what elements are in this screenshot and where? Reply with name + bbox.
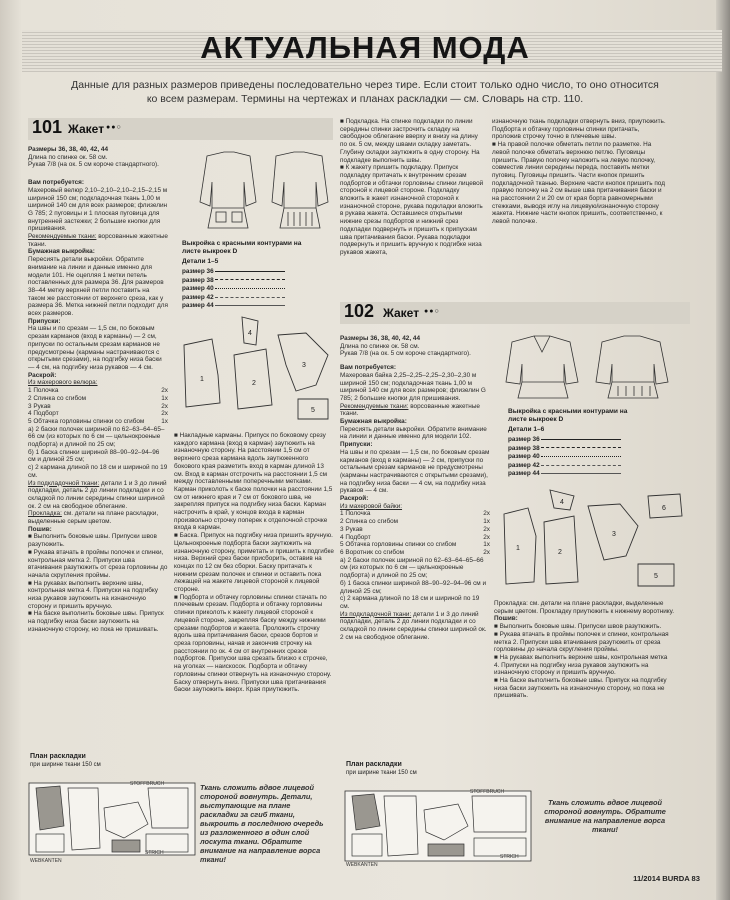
m101-jacket-sketch: [172, 142, 334, 234]
m101-need-heading: Вам потребуется:: [28, 179, 85, 187]
m102-parts-list: [340, 510, 490, 556]
m102-fold-label: STOFFBRUCH: [470, 789, 505, 795]
m101-selvage-label: WEBKANTEN: [30, 858, 62, 864]
m101-cut-heading: Раскрой:: [28, 371, 57, 379]
pockets-text: ■ Накладные карманы. Припуск по боковому срезу каждого кармана (вход в карман) заутюжить на изнаночную сторону. На расстоянии 1,5 см от верхнего среза кармана вдоль заутюженного бокового края разметить вход в карман длиной 13 см. Вход в карман отстрочить на расстоянии 1,5 см между поставленными поперечными метками. Карман приколоть к баске полочки на расстоянии 1,5 см от нижнего края и 7 см от бокового шва, не закрепляя припуск на подгибку низа баски. Карман настрочить в край, у концов входа в карман произвольно строчку поперек к отделочной строчке входа в карман.: [174, 432, 333, 532]
m101-pattern-pieces: [178, 315, 336, 425]
m101-pattern-title: Выкройка с красными контурами на листе выкроек D: [182, 240, 302, 255]
m101-fold-label: STOFFBRUCH: [130, 781, 165, 787]
mid-column: [174, 432, 334, 694]
m101-need: Махеровый велюр 2,10–2,10–2,10–2,15–2,15 м шириной 150 см; подкладочная ткань 1,00 м шириной 140 см для всех размеров; флизелин G 785; 2 пуговицы и 1 плоская пуговица для внутренней застежки; 2 большие кнопки для пришивания.: [28, 186, 168, 233]
m101-sizes: Размеры 36, 38, 40, 42, 44: [28, 146, 108, 153]
m101-pattern-heading: Бумажная выкройка:: [28, 248, 95, 256]
m102-size-legend: [508, 436, 621, 479]
m101-part: 3 Рукав 2х: [28, 402, 168, 410]
m102-fix: Прокладка: см. детали на плане раскладки, выделенные серым цветом. Прокладку приутюжить к нижнему воротнику.: [494, 600, 675, 615]
m102-need-heading: Вам потребуется:: [340, 364, 397, 372]
m101-length: Длина по спинке ок. 58 см.: [28, 153, 108, 161]
m101-cut-sub: Из махерового велюра:: [28, 379, 98, 387]
m102-cut-b: б) 1 баска спинки шириной 88–90–92–94–96 см и длиной 25 см;: [340, 579, 487, 595]
svg-text:4: 4: [560, 499, 564, 506]
m102-part: 4 Подборт 2х: [340, 533, 490, 541]
m102-lining-heading: Из подкладочной ткани:: [340, 610, 412, 618]
m101-plan-title: План раскладки при ширине ткани 150 см: [30, 753, 101, 768]
m102-sew-2: ■ Рукава втачать в проймы полочек и спинки, контрольная метка 2. Припуски шва втачивания разутюжить от среза горловины до начала скругления проймы.: [494, 630, 669, 654]
svg-text:5: 5: [311, 407, 315, 414]
m102-part: 3 Рукав 2х: [340, 525, 490, 533]
m102-jacket-sketch: [494, 330, 684, 402]
m102-rec-heading: Рекомендуемые ткани:: [340, 402, 409, 410]
size-row-36: размер 36: [508, 436, 621, 445]
m102-part: 1 Полочка 2х: [340, 510, 490, 518]
m101-layout-note: Ткань сложить вдвое лицевой стороной вовнутрь. Детали, выступающие на плане раскладки за сгиб ткани, выкроить в последнюю очередь из разложенного в один слой лоскута ткани. Обратите внимание на направление ворса ткани!: [200, 783, 324, 864]
m101-grain-label: STRICH: [145, 850, 164, 856]
facing-text: ■ Подборта и обтачку горловины спинки стачать по плечевым срезам. Подборта и обтачку горловины спинки приколоть к жакету лицевой стороной к лицевой стороне, закрепляя баску между нижними срезами подбортов и жакета. Проложить строчку вдоль шва притачивания баски, срезов бортов и среза горловины, начав и закончив строчку на расстоянии по ок. 4 см от внутренних срезов подбортов. Припуски шва срезать близко к строчке, на уголках — наискосок. Подборта и обтачку горловины спинки отвернуть на изнаночную сторону. Баску отвернуть вниз. Припуски шва притачивания баски заутюжить вверх. Края приутюжить.: [174, 593, 332, 694]
m102-part: 2 Спинка со сгибом 1х: [340, 518, 490, 526]
svg-text:3: 3: [302, 362, 306, 369]
m102-need: Махеровая байка 2,25–2,25–2,25–2,30–2,30 м шириной 150 см; подкладочная ткань 1,00 м шириной 140 см для всех размеров; флизелин G 785; 2 большие кнопки для пришивания.: [340, 371, 486, 402]
m102-part: 5 Обтачка горловины спинки со сгибом 1х: [340, 541, 490, 549]
size-row-38: размер 38: [182, 277, 285, 286]
svg-text:1: 1: [516, 545, 520, 552]
m101-part: 1 Полочка 2х: [28, 387, 168, 395]
model-101-column: [28, 146, 168, 634]
size-row-40: размер 40: [182, 285, 285, 294]
m102-part: 6 Воротник со сгибом 2х: [340, 548, 490, 556]
lining-cont: изнаночную ткань подкладки отвернуть вниз, приутюжить. Подборта и обтачку горловины спинки притачать, проложив строчку точно в плечевые швы.: [492, 118, 666, 141]
m101-cut-b: б) 1 баска спинки шириной 88–90–92–94–96 см и длиной 25 см;: [28, 448, 160, 464]
svg-text:2: 2: [558, 549, 562, 556]
m102-sizes: Размеры 36, 38, 40, 42, 44: [340, 335, 420, 342]
m101-size-legend: [182, 268, 285, 311]
m102-cut-heading: Раскрой:: [340, 495, 369, 503]
model-101-difficulty: ●●○: [106, 124, 122, 131]
m102-pattern-heading: Бумажная выкройка:: [340, 418, 407, 426]
m101-allow-heading: Припуски:: [28, 317, 61, 325]
m102-sew-3: ■ На рукавах выполнить верхние швы, контрольная метка 4. Припуски на подгибку низа рукавов заутюжить на изнаночную сторону и пришить вручную.: [494, 653, 668, 677]
size-row-42: размер 42: [182, 294, 285, 303]
size-row-40: размер 40: [508, 453, 621, 462]
m102-sleeve: Рукав 7/8 (на ок. 5 см короче стандартного).: [340, 350, 471, 358]
m101-sew-3: ■ На рукавах выполнить верхние швы, контрольная метка 4. Припуски на подгибку низа рукавов заутюжить на изнаночную сторону и пришить вручную.: [28, 579, 158, 610]
m101-pattern-parts: Детали 1–5: [182, 258, 219, 265]
m101-cut-a: а) 2 баски полочек шириной по 62–63–64–65–66 см (из которых по 6 см — цельнокроеные подборта) и длиной по 25 см;: [28, 425, 165, 449]
m102-sew-4: ■ На баске выполнить боковые швы. Припуск на подгибку низа баски заутюжить на изнаночную сторону, но пока не пришивать.: [494, 677, 667, 700]
m101-parts-list: [28, 387, 168, 426]
m101-sew-2: ■ Рукава втачать в проймы полочек и спинки, контрольная метка 2. Припуски шва втачивания разутюжить от среза горловины до начала скругления проймы.: [28, 548, 168, 579]
size-row-38: размер 38: [508, 445, 621, 454]
m101-sew-1: ■ Выполнить боковые швы. Припуски швов разутюжить.: [28, 533, 157, 549]
intro-line-2: ко всем размерам. Термины на чертежах и планах раскладки — см. Словарь на стр. 110.: [146, 93, 584, 105]
m102-grain-label: STRICH: [500, 854, 519, 860]
size-row-44: размер 44: [508, 470, 621, 479]
m101-lining-heading: Из подкладочной ткани:: [28, 479, 100, 487]
m101-part: 4 Подборт 2х: [28, 410, 168, 418]
m102-plan-title: План раскладки при ширине ткани 150 см: [346, 761, 417, 776]
page-footer: 11/2014 BURDA 83: [633, 874, 700, 883]
m102-sewing-column: [494, 600, 674, 700]
m101-part: 2 Спинка со сгибом 1х: [28, 394, 168, 402]
m102-allow-heading: Припуски:: [340, 441, 373, 449]
m101-sleeve: Рукав 7/8 (на ок. 5 см короче стандартного).: [28, 161, 159, 169]
m102-allow: На швы и по срезам — 1,5 см, по боковым срезам карманов (вход в карманы) — 2 см, припуски по остальным срезам карманов не предусмотрены (карманы настрачиваются с открытыми срезами), на подгибку низа баски — 4 см, на подгибку низа рукавов — 4 см.: [340, 448, 490, 495]
attach-lining-instr: ■ К жакету пришить подкладку. Припуск подкладку притачать к внутренним срезам подбортов и обтачки горловины спинки лицевой стороной к лицевой стороне. Подкладку вложить в жакет изнаночной стороной к изнаночной стороне, рукава подкладки вложить в рукава жакета. Оставшиеся открытыми нижние срезы подбортов и нижний срез подкладки подвернуть и пришить к припускам шва притачивания баски. Рукава подкладки подвернуть и пришить вручную к подгибке низа рукавов жакета,: [340, 164, 484, 256]
m101-lining: детали 1 и 3 до линий подкладки, деталь 2 до линии подкладки и со складкой по линии середины спинки шириной ок. 2 см на свободное облегание.: [28, 479, 167, 510]
svg-text:1: 1: [200, 376, 204, 383]
svg-text:4: 4: [248, 330, 252, 337]
intro-line-1: Данные для разных размеров приведены последовательно через тире. Если стоит только одно число, то оно относится: [71, 79, 659, 91]
svg-text:3: 3: [612, 531, 616, 538]
right-top-left-column: [340, 118, 485, 257]
m102-cut-sub: Из махеровой байки:: [340, 502, 403, 510]
m101-layout-plan: [28, 778, 198, 863]
right-top-right-column: [492, 118, 667, 226]
size-row-44: размер 44: [182, 302, 285, 311]
m102-cut-a: а) 2 баски полочек шириной по 62–63–64–65–66 см (из которых по 6 см — цельнокроеные подборта) и длиной по 25 см;: [340, 556, 484, 580]
svg-text:2: 2: [252, 380, 256, 387]
m102-lining: детали 1 и 3 до линий подкладки, деталь 2 до линии подкладки и со складкой по линии середины спинки шириной ок. 2 см на свободное облегание.: [340, 610, 487, 641]
m102-length: Длина по спинке ок. 58 см.: [340, 342, 420, 350]
svg-text:6: 6: [662, 505, 666, 512]
model-101-name: Жакет: [68, 122, 105, 136]
model-102-name: Жакет: [383, 306, 420, 320]
m102-sew-1: ■ Выполнить боковые швы. Припуски швов разутюжить.: [494, 623, 662, 631]
model-101-number: 101: [32, 117, 63, 137]
page-edge-shadow: [716, 0, 730, 900]
lining-instr: ■ Подкладка. На спинке подкладки по линии середины спинки застрочить складку на свободное облегание вверху и внизу на длину по ок. 5 см, между швами складку заметать. Глубину складки заутюжить в одну сторону. На подкладке выполнить швы.: [340, 118, 480, 164]
model-102-column: [340, 335, 490, 641]
m101-sew-4: ■ На баске выполнить боковые швы. Припуск на подгибку низа баски заутюжить на изнаночную сторону, но пока не пришивать.: [28, 610, 164, 633]
m102-layout-note: Ткань сложить вдвое лицевой стороной вовнутрь. Обратите внимание на направление ворса ткани!: [544, 798, 666, 834]
page-title: АКТУАЛЬНАЯ МОДА: [200, 30, 530, 65]
model-102-difficulty: ●●○: [424, 308, 440, 315]
m101-sew-heading: Пошив:: [28, 525, 52, 533]
m102-rec: ворсованные жакетные ткани.: [340, 402, 480, 418]
m102-sew-heading: Пошив:: [494, 615, 518, 623]
m101-fix-heading: Прокладка:: [28, 510, 62, 518]
model-102-number: 102: [344, 301, 375, 321]
m102-pattern-pieces: [498, 486, 688, 594]
size-row-42: размер 42: [508, 462, 621, 471]
svg-text:5: 5: [654, 573, 658, 580]
basque-text: ■ Баска. Припуск на подгибку низа пришить вручную. Цельнокроеные подборта баски заутюжить на изнаночную сторону, приметать и пришить к подгибке низа. Верхний срез баски присборить, оставив на концах по 12 см без сборки. Баску притачать к нижним срезам полочек и спинки и оставить пока лежащей на жакете лицевой стороной к лицевой стороне.: [174, 532, 334, 594]
m101-rec-heading: Рекомендуемые ткани:: [28, 233, 97, 241]
m102-pattern: Пересиять детали выкройки. Обратите внимание на линии и данные именно для модели 102.: [340, 425, 487, 441]
m101-pattern: Пересиять детали выкройки. Обратите внимание на линии и данные именно для модели 101. Не оцепляя 1 метки петель поставленных для размера 36. Для размеров 38–44 метку верхней петли поставить на таком же расстоянии от верхнего среза, как у размера 36. Метка нижней петли подходит для всех размеров.: [28, 256, 168, 318]
m101-part: 5 Обтачка горловины спинки со сгибом 1х: [28, 417, 168, 425]
loops-instr: ■ На правой полочке обметать петли по разметке. На левой полочке обметать верхнюю петлю. Пуговицы пришить. Правую полочку наложить на левую полочку, совместив линии середины переда, поставить метки пуговиц. Пуговицы пришить. Части кнопок пришить подкладочной тканью. Верхние части кнопок пришить под правую полочку на 2 см выше шва притачивания баски и на расстоянии 2 и 20 см от края борта равномерными стежками, выводя иглу на лицевую/изнаночную сторону жакета. Нижние части кнопок пришить, соответственно, к левой полочке.: [492, 141, 665, 226]
size-row-36: размер 36: [182, 268, 285, 277]
intro-text: [30, 78, 700, 106]
m102-pattern-parts: Детали 1–6: [508, 426, 545, 433]
m101-rec: ворсованные жакетные ткани.: [28, 233, 168, 248]
m101-allow: На швы и по срезам — 1,5 см, по боковым срезам карманов (вход в карманы) — 2 см, припуски по остальным срезам карманов не предусмотрены (карманы настрачиваются с открытыми срезами), на подгибку низа баски — 4 см, на подгибку низа рукавов — 4 см.: [28, 325, 162, 371]
m102-pattern-title: Выкройка с красными контурами на листе выкроек D: [508, 408, 628, 423]
m102-cut-c: с) 2 кармана длиной по 18 см и шириной по 19 см.: [340, 595, 480, 610]
m101-cut-c: с) 2 кармана длиной по 18 см и шириной по 19 см.: [28, 464, 168, 479]
m101-fix: см. детали на плане раскладки, выделенные серым цветом.: [28, 510, 159, 526]
m102-selvage-label: WEBKANTEN: [346, 862, 378, 868]
